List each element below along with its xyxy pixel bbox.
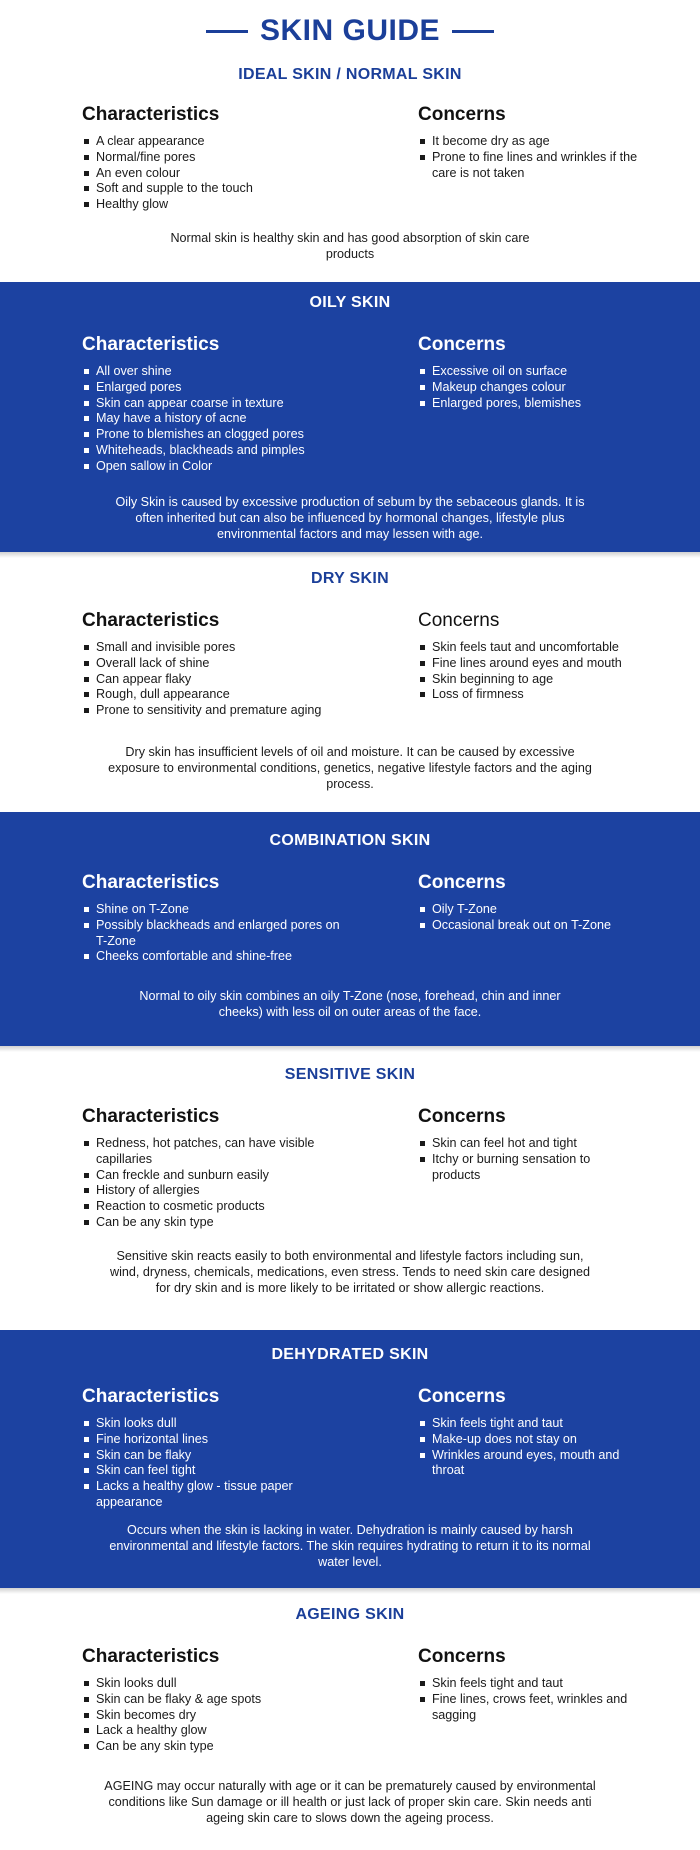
concerns-column [418,104,648,181]
list-item: Prone to blemishes an clogged pores [82,427,382,443]
list-item: A clear appearance [82,134,382,150]
concerns-list [418,902,648,934]
concerns-column [418,1386,648,1479]
characteristics-heading: Characteristics [82,872,220,893]
characteristics-list [82,1416,322,1511]
section-title: DRY SKIN [311,570,389,587]
characteristics-list [82,640,382,719]
list-item: Make-up does not stay on [418,1432,628,1448]
section-title: IDEAL SKIN / NORMAL SKIN [238,66,462,83]
characteristics-heading: Characteristics [82,1386,220,1407]
section-ageing-skin [0,1588,700,1850]
characteristics-heading: Characteristics [82,334,220,355]
list-item: Skin can feel tight [82,1463,322,1479]
list-item: Fine lines around eyes and mouth [418,656,648,672]
page-title: SKIN GUIDE [259,14,441,47]
section-description: Dry skin has insufficient levels of oil and moisture. It can be caused by excessive exposure to environmental conditions, genetics, negative lifestyle factors and the aging process. [108,745,592,791]
characteristics-column [82,104,382,213]
concerns-list [418,1416,628,1479]
concerns-heading: Concerns [418,610,500,631]
list-item: Fine lines, crows feet, wrinkles and sagging [418,1692,628,1724]
list-item: Excessive oil on surface [418,364,648,380]
section-combination-skin [0,812,700,1046]
section-title: OILY SKIN [309,294,391,311]
concerns-list [418,1136,618,1183]
section-sensitive-skin [0,1046,700,1330]
concerns-heading: Concerns [418,104,506,125]
section-normal-skin [0,50,700,282]
section-title: SENSITIVE SKIN [284,1066,416,1083]
list-item: Soft and supple to the touch [82,181,382,197]
list-item: Oily T-Zone [418,902,648,918]
list-item: Skin can feel hot and tight [418,1136,618,1152]
section-description: Normal to oily skin combines an oily T-Zone (nose, forehead, chin and inner cheeks) with less oil on outer areas of the face. [139,989,561,1019]
characteristics-column [82,1106,382,1231]
concerns-heading: Concerns [418,1646,506,1667]
list-item: Enlarged pores [82,380,382,396]
characteristics-list [82,134,382,213]
section-title: AGEING SKIN [295,1606,405,1623]
concerns-heading: Concerns [418,1106,506,1127]
concerns-heading: Concerns [418,872,506,893]
concerns-column [418,1106,648,1183]
characteristics-heading: Characteristics [82,104,220,125]
list-item: Possibly blackheads and enlarged pores on T-Zone [82,918,342,950]
list-item: Skin can be flaky & age spots [82,1692,382,1708]
list-item: Fine horizontal lines [82,1432,322,1448]
list-item: Skin looks dull [82,1676,382,1692]
list-item: Whiteheads, blackheads and pimples [82,443,382,459]
list-item: Skin can appear coarse in texture [82,396,382,412]
characteristics-column [82,872,382,965]
characteristics-column [82,1646,382,1755]
list-item: Can appear flaky [82,672,382,688]
section-description: Normal skin is healthy skin and has good absorption of skin care products [170,231,530,261]
list-item: Small and invisible pores [82,640,382,656]
list-item: Occasional break out on T-Zone [418,918,648,934]
characteristics-heading: Characteristics [82,610,220,631]
section-description: Sensitive skin reacts easily to both environmental and lifestyle factors including sun, wind, dryness, chemicals, medications, even stress. Tends to need skin care designed for dry skin and is more likely to be irritated or show allergic reactions. [110,1249,590,1295]
list-item: Skin feels taut and uncomfortable [418,640,648,656]
list-item: Makeup changes colour [418,380,648,396]
section-description: Oily Skin is caused by excessive production of sebum by the sebaceous glands. It is often inherited but can also be influenced by hormonal changes, lifestyle plus environmental factors and may lessen with age. [115,495,585,541]
concerns-column [418,872,648,934]
characteristics-heading: Characteristics [82,1646,220,1667]
list-item: Prone to fine lines and wrinkles if the care is not taken [418,150,648,182]
characteristics-list [82,364,382,475]
title-dash-left [206,30,248,33]
list-item: Reaction to cosmetic products [82,1199,332,1215]
list-item: All over shine [82,364,382,380]
concerns-list [418,134,648,181]
section-title: DEHYDRATED SKIN [271,1346,429,1363]
list-item: Prone to sensitivity and premature aging [82,703,382,719]
list-item: Open sallow in Color [82,459,382,475]
list-item: Wrinkles around eyes, mouth and throat [418,1448,628,1480]
list-item: Redness, hot patches, can have visible capillaries [82,1136,332,1168]
characteristics-list [82,1136,332,1231]
list-item: History of allergies [82,1183,332,1199]
list-item: Healthy glow [82,197,382,213]
characteristics-heading: Characteristics [82,1106,220,1127]
characteristics-column [82,1386,382,1511]
concerns-list [418,1676,628,1723]
characteristics-column [82,334,382,475]
list-item: Enlarged pores, blemishes [418,396,648,412]
characteristics-list [82,902,342,965]
list-item: Skin beginning to age [418,672,648,688]
list-item: It become dry as age [418,134,648,150]
list-item: Itchy or burning sensation to products [418,1152,618,1184]
characteristics-list [82,1676,382,1755]
concerns-column [418,334,648,411]
list-item: Loss of firmness [418,687,648,703]
list-item: Lack a healthy glow [82,1723,382,1739]
list-item: Skin feels tight and taut [418,1416,628,1432]
list-item: Skin can be flaky [82,1448,322,1464]
characteristics-column [82,610,382,719]
list-item: Can freckle and sunburn easily [82,1168,332,1184]
list-item: Cheeks comfortable and shine-free [82,949,342,965]
concerns-list [418,640,648,703]
title-dash-right [452,30,494,33]
list-item: Normal/fine pores [82,150,382,166]
section-description: Occurs when the skin is lacking in water. Dehydration is mainly caused by harsh environmental and lifestyle factors. The skin requires hydrating to return it to its normal water level. [109,1523,591,1569]
concerns-column [418,1646,648,1723]
section-description: AGEING may occur naturally with age or it can be prematurely caused by environmental conditions like Sun damage or ill health or just lack of proper skin care. Skin needs anti ageing skin care to slows down the ageing process. [104,1779,596,1825]
concerns-list [418,364,648,411]
list-item: Can be any skin type [82,1739,382,1755]
concerns-heading: Concerns [418,1386,506,1407]
concerns-heading: Concerns [418,334,506,355]
list-item: Shine on T-Zone [82,902,342,918]
section-dehydrated-skin [0,1330,700,1588]
list-item: Lacks a healthy glow - tissue paper appearance [82,1479,322,1511]
list-item: Rough, dull appearance [82,687,382,703]
list-item: Skin feels tight and taut [418,1676,628,1692]
section-title: COMBINATION SKIN [269,832,431,849]
concerns-column [418,610,648,703]
list-item: Can be any skin type [82,1215,332,1231]
list-item: Overall lack of shine [82,656,382,672]
list-item: Skin becomes dry [82,1708,382,1724]
list-item: An even colour [82,166,382,182]
page-title-row [0,12,700,50]
list-item: Skin looks dull [82,1416,322,1432]
section-oily-skin [0,282,700,552]
section-dry-skin [0,552,700,812]
list-item: May have a history of acne [82,411,382,427]
